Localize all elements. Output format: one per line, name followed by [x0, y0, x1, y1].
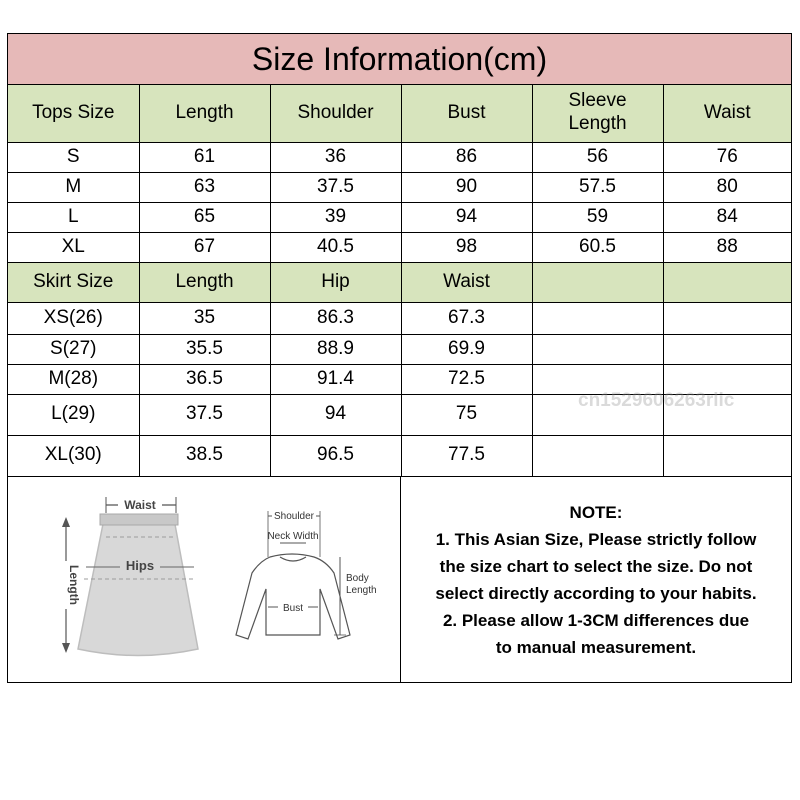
header-skirt-length: Length — [139, 262, 270, 302]
cell: 69.9 — [401, 334, 532, 364]
empty-cell — [532, 334, 663, 364]
cell: 60.5 — [532, 232, 663, 262]
empty-cell — [532, 302, 663, 334]
chart-title: Size Information(cm) — [8, 34, 791, 85]
top-body-label-1: Body — [346, 573, 369, 584]
empty-cell — [532, 262, 663, 302]
skirt-hips-label: Hips — [125, 558, 155, 573]
note-panel — [401, 477, 791, 682]
cell: 88 — [663, 232, 791, 262]
cell: 98 — [401, 232, 532, 262]
note-line: 2. Please allow 1-3CM differences due — [442, 610, 750, 630]
skirt-header-row — [8, 262, 791, 302]
cell: 39 — [270, 202, 401, 232]
table-row — [8, 172, 791, 202]
header-sleeve-line2: Length — [568, 113, 627, 135]
empty-cell — [663, 302, 791, 334]
header-sleeve-length — [532, 85, 663, 142]
cell: L(29) — [8, 394, 139, 435]
cell: S — [8, 142, 139, 172]
header-sleeve-line1: Sleeve — [568, 90, 627, 112]
top-body-label-2: Length — [346, 585, 377, 596]
cell: XL(30) — [8, 435, 139, 476]
table-row — [8, 142, 791, 172]
header-tops-size: Tops Size — [8, 85, 139, 142]
header-bust: Bust — [401, 85, 532, 142]
bottom-section — [8, 477, 791, 682]
measurement-diagram — [8, 477, 401, 682]
cell: 76 — [663, 142, 791, 172]
cell: 96.5 — [270, 435, 401, 476]
cell: 35.5 — [139, 334, 270, 364]
cell: 90 — [401, 172, 532, 202]
cell: 37.5 — [139, 394, 270, 435]
cell: 59 — [532, 202, 663, 232]
table-row — [8, 232, 791, 262]
size-table — [8, 85, 791, 477]
empty-cell — [663, 334, 791, 364]
tops-header-row — [8, 85, 791, 142]
top-bust-label: Bust — [282, 603, 304, 614]
cell: 86.3 — [270, 302, 401, 334]
cell: XS(26) — [8, 302, 139, 334]
cell: 84 — [663, 202, 791, 232]
skirt-length-label: Length — [67, 565, 81, 605]
note-line: 1. This Asian Size, Please strictly follow — [435, 529, 757, 549]
cell: 94 — [270, 394, 401, 435]
cell: 61 — [139, 142, 270, 172]
cell: 80 — [663, 172, 791, 202]
cell: 65 — [139, 202, 270, 232]
skirt-waist-label: Waist — [124, 498, 156, 512]
cell: 67.3 — [401, 302, 532, 334]
empty-cell — [663, 435, 791, 476]
note-line: to manual measurement. — [495, 637, 697, 657]
cell: L — [8, 202, 139, 232]
table-row — [8, 302, 791, 334]
header-skirt-waist: Waist — [401, 262, 532, 302]
cell: 88.9 — [270, 334, 401, 364]
cell: 36.5 — [139, 364, 270, 394]
note-line: the size chart to select the size. Do not — [439, 556, 753, 576]
empty-cell — [663, 262, 791, 302]
table-row — [8, 202, 791, 232]
cell: 63 — [139, 172, 270, 202]
skirt-illustration — [58, 497, 198, 656]
cell: 77.5 — [401, 435, 532, 476]
header-length: Length — [139, 85, 270, 142]
cell: S(27) — [8, 334, 139, 364]
empty-cell — [532, 435, 663, 476]
note-line: select directly according to your habits. — [435, 583, 757, 603]
cell: XL — [8, 232, 139, 262]
cell: 75 — [401, 394, 532, 435]
cell: M(28) — [8, 364, 139, 394]
cell: 40.5 — [270, 232, 401, 262]
cell: 72.5 — [401, 364, 532, 394]
cell: M — [8, 172, 139, 202]
table-row — [8, 435, 791, 476]
cell: 67 — [139, 232, 270, 262]
header-hip: Hip — [270, 262, 401, 302]
cell: 38.5 — [139, 435, 270, 476]
size-chart — [7, 33, 792, 683]
header-shoulder: Shoulder — [270, 85, 401, 142]
cell: 57.5 — [532, 172, 663, 202]
cell: 36 — [270, 142, 401, 172]
cell: 56 — [532, 142, 663, 172]
cell: 94 — [401, 202, 532, 232]
top-illustration — [236, 509, 377, 639]
measurement-diagram-svg — [8, 477, 401, 682]
watermark: cn1529606263rlic — [578, 390, 735, 411]
cell: 35 — [139, 302, 270, 334]
header-skirt-size: Skirt Size — [8, 262, 139, 302]
top-shoulder-label: Shoulder — [273, 511, 315, 522]
top-neck-label: Neck Width — [267, 531, 319, 542]
note-heading: NOTE: — [569, 502, 623, 522]
cell: 86 — [401, 142, 532, 172]
cell: 91.4 — [270, 364, 401, 394]
table-row — [8, 334, 791, 364]
header-waist: Waist — [663, 85, 791, 142]
cell: 37.5 — [270, 172, 401, 202]
